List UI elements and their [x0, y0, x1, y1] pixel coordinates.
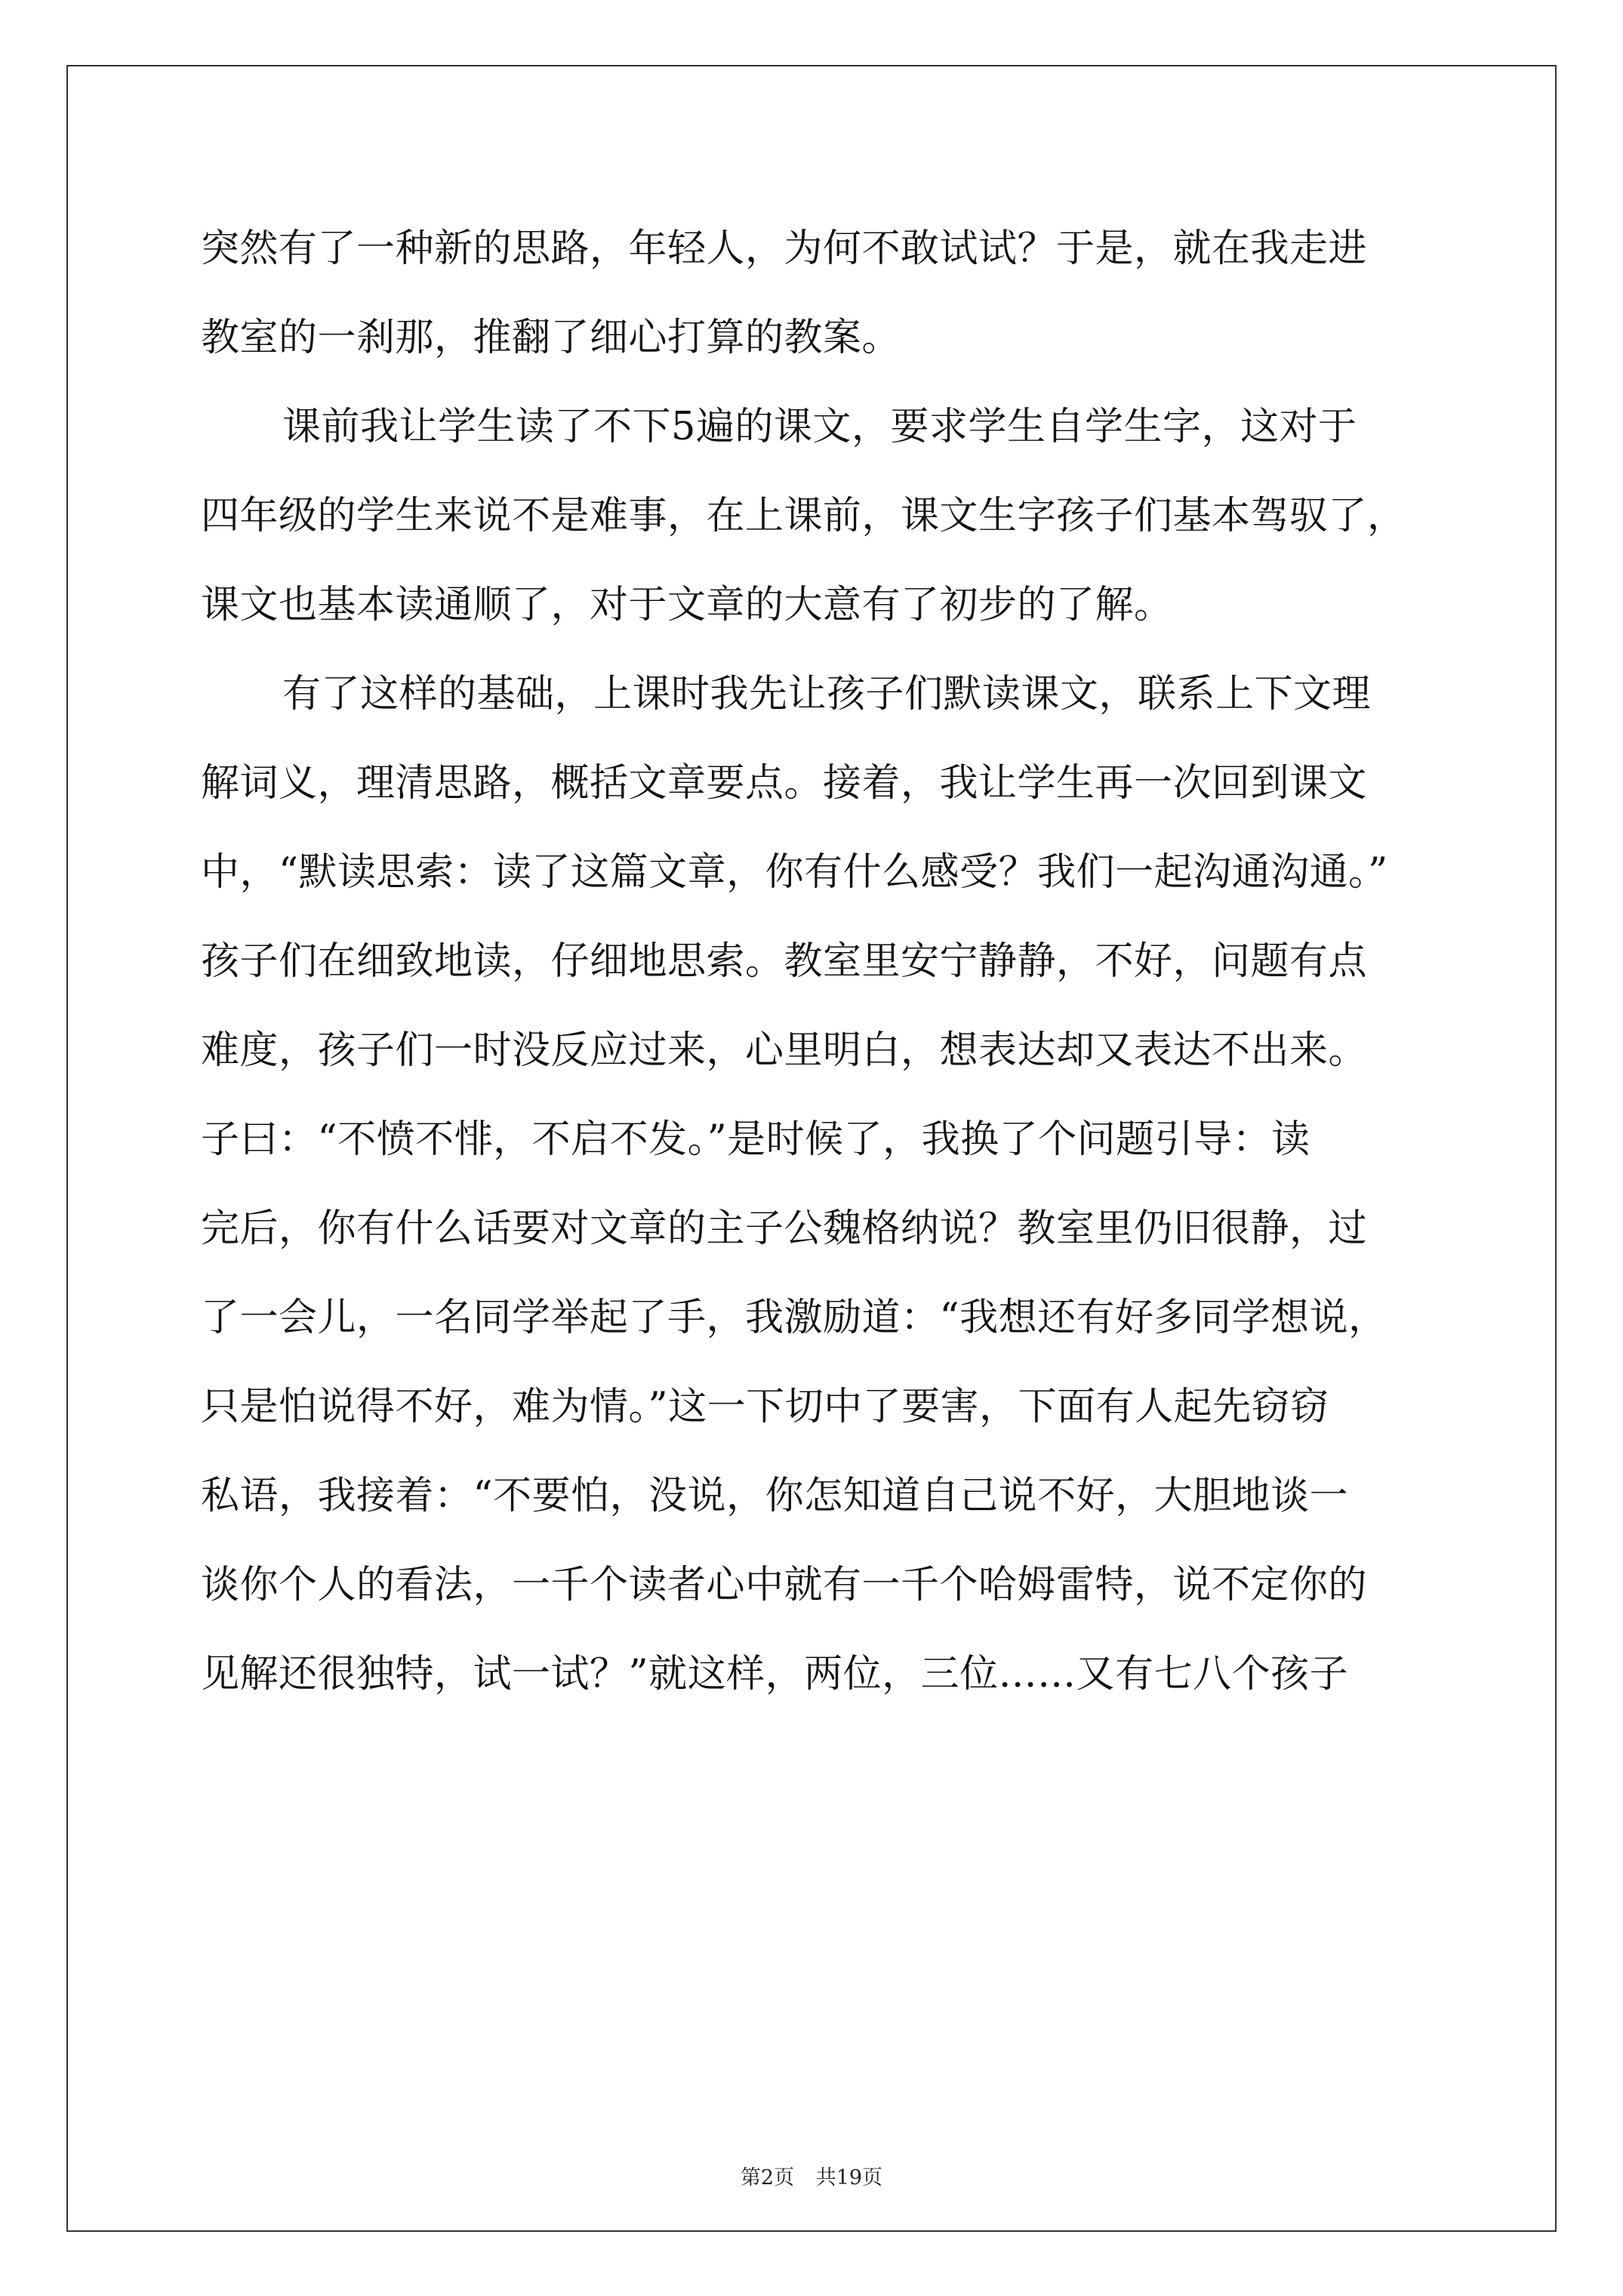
text-line: 教室的一刹那，推翻了细心打算的教案。	[201, 316, 901, 360]
text-line: 课前我让学生读了不下5遍的课文，要求学生自学生字，这对于	[282, 405, 1357, 449]
document-body	[201, 219, 1454, 1734]
text-line: 课文也基本读通顺了，对于文章的大意有了初步的了解。	[201, 583, 1173, 627]
text-line: 突然有了一种新的思路，年轻人，为何不敢试试？于是，就在我走进	[201, 227, 1368, 271]
text-line: 四年级的学生来说不是难事，在上课前，课文生字孩子们基本驾驭了，	[201, 494, 1406, 538]
text-line: 中，“默读思索：读了这篇文章，你有什么感受？我们一起沟通沟通。”	[201, 850, 1388, 895]
text-line: 解词义，理清思路，概括文章要点。接着，我让学生再一次回到课文	[201, 761, 1368, 806]
text-line: 完后，你有什么话要对文章的主子公魏格纳说？教室里仍旧很静，过	[201, 1207, 1368, 1251]
text-line: 只是怕说得不好，难为情。”这一下切中了要害，下面有人起先窃窃	[201, 1385, 1329, 1429]
text-line: 见解还很独特，试一试？”就这样，两位，三位……又有七八个孩子	[201, 1652, 1349, 1697]
page-footer	[0, 2161, 1623, 2190]
text-line: 了一会儿，一名同学举起了手，我激励道：“我想还有好多同学想说，	[201, 1296, 1387, 1340]
text-line: 私语，我接着：“不要怕，没说，你怎知道自己说不好，大胆地谈一	[201, 1474, 1349, 1518]
page-total: 共19页	[815, 2166, 883, 2190]
text-line: 难度，孩子们一时没反应过来，心里明白，想表达却又表达不出来。	[201, 1028, 1368, 1073]
text-line: 子曰：“不愤不悱，不启不发。”是时候了，我换了个问题引导：读	[201, 1117, 1310, 1162]
page-number: 第2页	[740, 2166, 795, 2190]
text-line: 谈你个人的看法，一千个读者心中就有一千个哈姆雷特，说不定你的	[201, 1563, 1368, 1607]
text-line: 有了这样的基础，上课时我先让孩子们默读课文，联系上下文理	[282, 672, 1372, 717]
text-line: 孩子们在细致地读，仔细地思索。教室里安宁静静，不好，问题有点	[201, 939, 1368, 984]
